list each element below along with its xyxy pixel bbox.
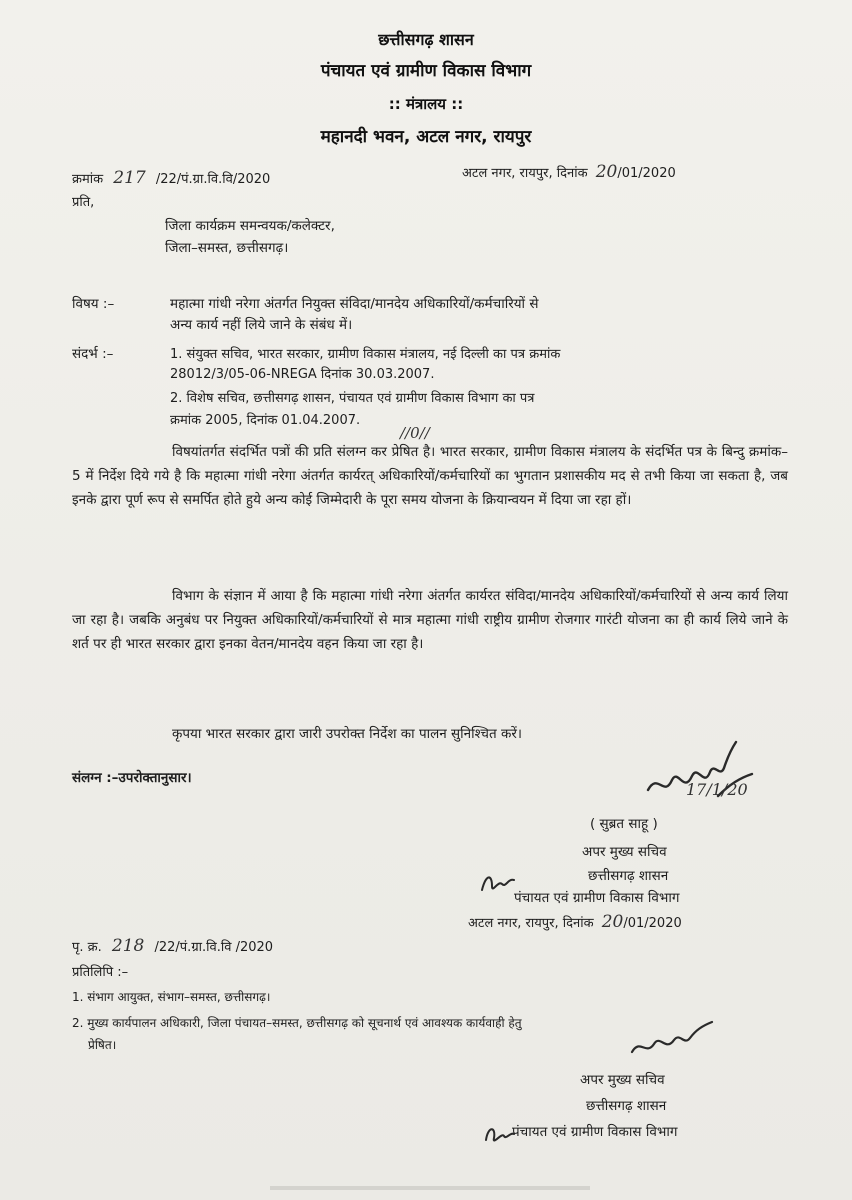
paragraph-1: विषयांतर्गत संदर्भित पत्रों की प्रति संलग्न कर प्रेषित है। भारत सरकार, ग्रामीण विकास मंत्रालय के संदर्भित पत्र के बिन्दु क्रमांक–5 में निर्देश दिये गये है कि महात्मा गांधी नरेगा अंतर्गत कार्यरत् अधिकारियों/कर्मचारियों का भुगतान प्रशासकीय मद से तभी किया जा सकता है, जब इनके द्वारा पूर्ण रूप से समर्पित होते हुये अन्य कोई जिम्मेदारी के पूरा समय योजना के क्रियान्वयन में दिया जा रहा हों।	[72, 444, 788, 508]
header-govt: छत्तीसगढ़ शासन	[378, 30, 474, 49]
ref-number-line	[72, 168, 270, 188]
separator: //0//	[400, 424, 430, 442]
signatory2-dept: पंचायत एवं ग्रामीण विकास विभाग	[512, 1124, 678, 1140]
copy-ref-number: 218	[111, 936, 145, 956]
subject-label: विषय :–	[72, 296, 115, 312]
signature-mark-1	[640, 738, 760, 812]
paragraph-3: कृपया भारत सरकार द्वारा जारी उपरोक्त निर्देश का पालन सुनिश्चित करें।	[172, 726, 522, 742]
prati: प्रति,	[72, 195, 95, 210]
date-rest: /01/2020	[617, 166, 676, 181]
date-day: 20	[595, 162, 618, 182]
signature-date: 17/1/20	[686, 780, 748, 799]
paragraph-2: विभाग के संज्ञान में आया है कि महात्मा गांधी नरेगा अंतर्गत कार्यरत संविदा/मानदेय अधिकारियों/कर्मचारियों से अन्य कार्य लिया जा रहा है। जबकि अनुबंध पर नियुक्त अधिकारियों/कर्मचारियों से मात्र महात्मा गांधी राष्ट्रीय ग्रामीण रोजगार गारंटी योजना का ही कार्य लिये जाने के शर्त पर ही भारत सरकार द्वारा इनका वेतन/मानदेय वहन किया जा रहा है।	[72, 588, 788, 652]
place-date-prefix: अटल नगर, रायपुर, दिनांक	[462, 166, 588, 181]
kramank-label: क्रमांक	[72, 172, 104, 187]
copy-ref-suffix: /22/पं.ग्रा.वि.वि /2020	[154, 940, 274, 955]
pratilipi-label: प्रतिलिपि :–	[72, 965, 129, 980]
enclosure: संलग्न :–उपरोक्तानुसार।	[72, 770, 192, 786]
reference2-line2: क्रमांक 2005, दिनांक 01.04.2007.	[170, 413, 361, 428]
signatory2-designation: अपर मुख्य सचिव	[580, 1072, 665, 1088]
header-dept: पंचायत एवं ग्रामीण विकास विभाग	[320, 61, 532, 81]
copy-item-1: 1. संभाग आयुक्त, संभाग–समस्त, छत्तीसगढ़।	[72, 990, 271, 1004]
copy-item-2-line1: 2. मुख्य कार्यपालन अधिकारी, जिला पंचायत–समस्त, छत्तीसगढ़ को सूचनार्थ एवं आवश्यक कार्यवाही हेतु	[72, 1016, 522, 1030]
reference1-line1: 1. संयुक्त सचिव, भारत सरकार, ग्रामीण विकास मंत्रालय, नई दिल्ली का पत्र क्रमांक	[170, 347, 561, 362]
signatory-designation: अपर मुख्य सचिव	[582, 844, 667, 860]
signature1-date-line	[468, 912, 682, 932]
date-rest: /01/2020	[623, 916, 682, 931]
recipient-line2: जिला–समस्त, छत्तीसगढ़।	[165, 240, 289, 256]
copy-item-2-line2: प्रेषित।	[88, 1038, 117, 1052]
subject-line2: अन्य कार्य नहीं लिये जाने के संबंध में।	[170, 317, 353, 333]
copy-ref-label: पृ. क्र.	[72, 940, 102, 955]
kramank-suffix: /22/पं.ग्रा.वि.वि/2020	[155, 172, 271, 187]
copy-ref-line	[72, 936, 273, 956]
header-mantralaya: :: मंत्रालय ::	[388, 95, 464, 113]
signatory2-govt: छत्तीसगढ़ शासन	[586, 1098, 667, 1114]
reference1-line2: 28012/3/05-06-NREGA दिनांक 30.03.2007.	[170, 367, 435, 382]
signatory-dept: पंचायत एवं ग्रामीण विकास विभाग	[514, 890, 680, 906]
signature-mark-2	[628, 1018, 718, 1064]
date-day: 20	[601, 912, 624, 932]
signatory-govt: छत्तीसगढ़ शासन	[588, 868, 669, 884]
reference-label: संदर्भ :–	[72, 346, 114, 362]
ref-date-line	[462, 162, 676, 182]
place-date-prefix: अटल नगर, रायपुर, दिनांक	[468, 916, 594, 931]
recipient-line1: जिला कार्यक्रम समन्वयक/कलेक्टर,	[165, 218, 335, 234]
footer-smudge	[270, 1186, 590, 1190]
signatory-name: ( सुब्रत साहू )	[590, 816, 658, 832]
header-address: महानदी भवन, अटल नगर, रायपुर	[320, 127, 532, 147]
kramank-number: 217	[113, 168, 146, 188]
subject-line1: महात्मा गांधी नरेगा अंतर्गत नियुक्त संविदा/मानदेय अधिकारियों/कर्मचारियों से	[170, 296, 539, 312]
reference2-line1: 2. विशेष सचिव, छत्तीसगढ़ शासन, पंचायत एवं ग्रामीण विकास विभाग का पत्र	[170, 391, 535, 406]
